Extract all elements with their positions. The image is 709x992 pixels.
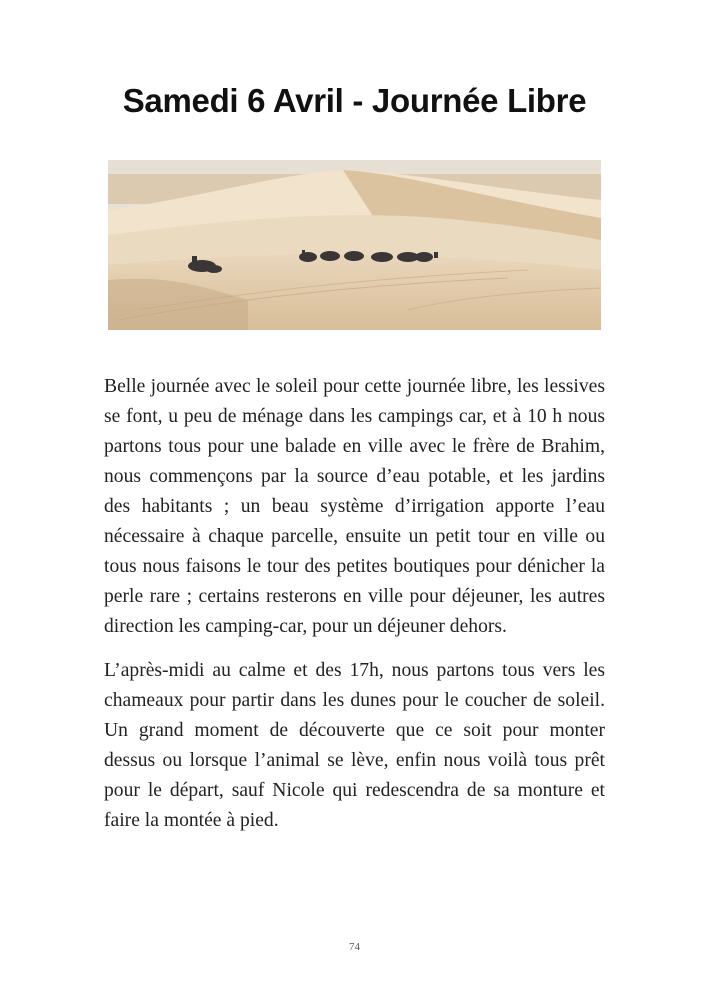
desert-dunes-illustration xyxy=(108,160,601,330)
paragraph-afternoon: L’après-midi au calme et des 17h, nous partons tous vers les chameaux pour partir dans les dunes pour le coucher de soleil. Un grand moment de découverte que ce soit pour monter dessus ou lorsque l’animal se lève, enfin nous voilà tous prêt pour le départ, sauf Nicole qui redescendra de sa monture et faire la montée à pied. xyxy=(104,660,605,831)
paragraph-morning: Belle journée avec le soleil pour cette journée libre, les lessives se font, u peu de ménage dans les campings car, et à 10 h nous partons tous pour une balade en ville avec le frère de Brahim, nous commençons par la source d’eau potable, et les jardins des habitants ; un beau système d’irrigation apporte l’eau nécessaire à chaque parcelle, ensuite un petit tour en ville ou tous nous faisons le tour des petites boutiques pour dénicher la perle rare ; certains resterons en ville pour déjeuner, les autres direction les camping-car, pour un déjeuner dehors. xyxy=(104,376,605,637)
page-title: Samedi 6 Avril - Journée Libre xyxy=(122,82,587,119)
article-body xyxy=(104,372,605,850)
desert-dunes-photo xyxy=(108,160,601,330)
page-number: 74 xyxy=(349,941,360,953)
